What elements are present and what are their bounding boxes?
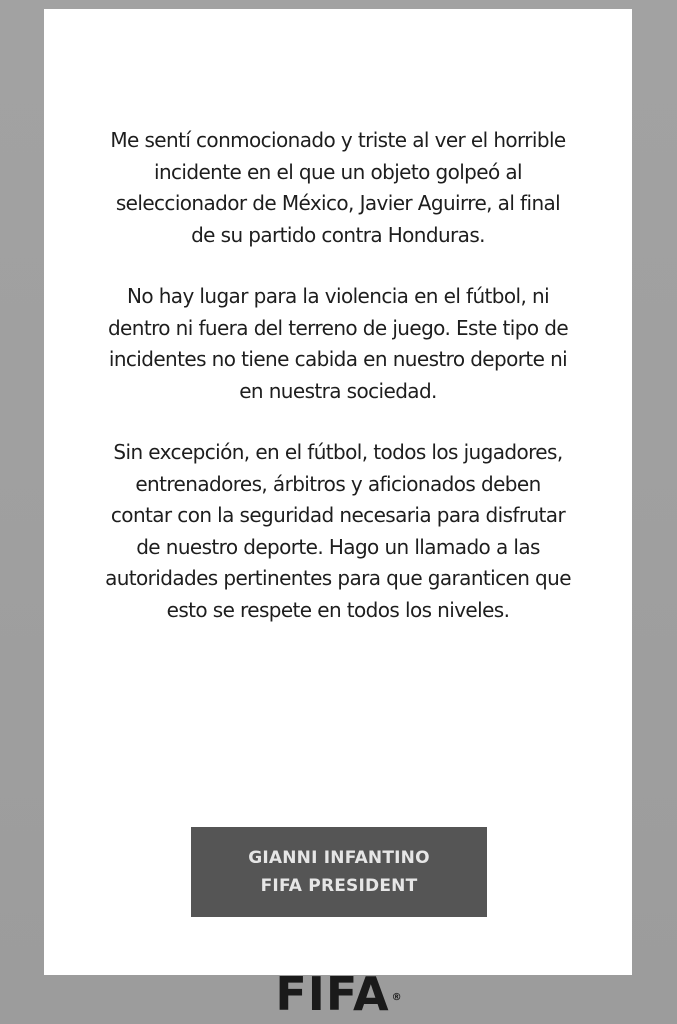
paragraph-1	[68, 125, 608, 251]
text-line: en nuestra sociedad.	[239, 378, 437, 403]
text-line: Me sentí conmocionado y triste al ver el horrible	[110, 128, 566, 152]
fifa-logo-text: FIFA	[275, 967, 390, 1021]
text-line: seleccionador de México, Javier Aguirre, al final	[115, 191, 561, 215]
text-line: autoridades pertinentes para que garanticen que	[105, 566, 571, 590]
signature-role: FIFA PRESIDENT	[260, 876, 418, 896]
text-line: Sin excepción, en el fútbol, todos los jugadores,	[113, 440, 563, 464]
text-line: esto se respete en todos los niveles.	[166, 597, 510, 622]
paragraph-3	[68, 437, 608, 626]
signature-block	[191, 827, 487, 917]
paragraph-2	[68, 281, 608, 407]
statement-text	[68, 125, 608, 656]
text-line: incidente en el que un objeto golpeó al	[154, 159, 522, 184]
text-line: contar con la seguridad necesaria para disfrutar	[110, 503, 566, 527]
text-line: de nuestro deporte. Hago un llamado a las	[136, 534, 540, 559]
registered-mark: ®	[391, 992, 402, 1003]
signature-name: GIANNI INFANTINO	[248, 848, 430, 868]
text-line: de su partido contra Honduras.	[191, 222, 485, 247]
text-line: No hay lugar para la violencia en el fútbol, ni	[126, 284, 550, 308]
fifa-logo	[0, 968, 677, 1020]
text-line: incidentes no tiene cabida en nuestro deporte ni	[108, 347, 568, 371]
text-line: entrenadores, árbitros y aficionados deben	[135, 471, 541, 496]
text-line: dentro ni fuera del terreno de juego. Este tipo de	[107, 315, 569, 340]
